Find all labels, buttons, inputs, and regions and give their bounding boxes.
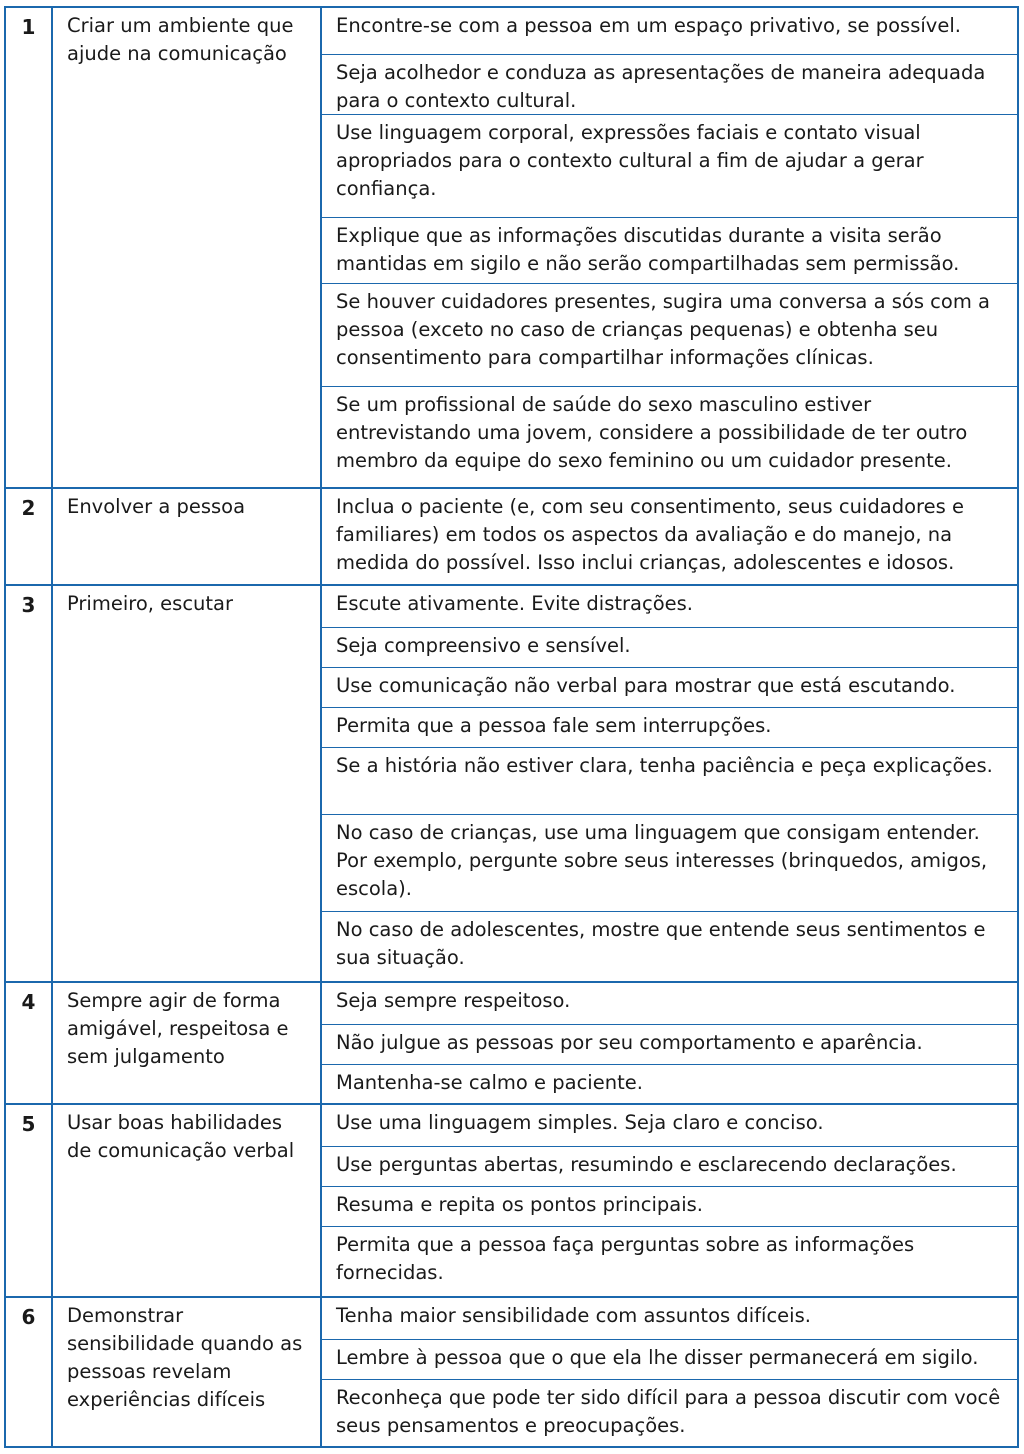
section-number: 4: [6, 983, 53, 1103]
guideline-item: Não julgue as pessoas por seu comportamento e aparência.: [322, 1024, 1017, 1064]
section-2: [6, 487, 1017, 584]
guideline-item: Use linguagem corporal, expressões faciais e contato visual apropriados para o contexto cultural a fim de ajudar a gerar confiança.: [322, 114, 1017, 217]
guideline-item: No caso de crianças, use uma linguagem que consigam entender. Por exemplo, pergunte sobre seus interesses (brinquedos, amigos, escola).: [322, 814, 1017, 911]
section-title: Demonstrar sensibilidade quando as pessoas revelam experiências difíceis: [53, 1298, 322, 1448]
guideline-item: Inclua o paciente (e, com seu consentimento, seus cuidadores e familiares) em todos os aspectos da avaliação e do manejo, na medida do possível. Isso inclui crianças, adolescentes e idosos.: [336, 495, 964, 574]
guideline-item: Use perguntas abertas, resumindo e esclarecendo declarações.: [322, 1146, 1017, 1186]
guideline-item: No caso de adolescentes, mostre que entende seus sentimentos e sua situação.: [322, 911, 1017, 983]
guideline-item: Seja compreensivo e sensível.: [322, 627, 1017, 667]
guideline-item: Permita que a pessoa fale sem interrupções.: [322, 707, 1017, 747]
section-number: 6: [6, 1298, 53, 1448]
guideline-item: Use uma linguagem simples. Seja claro e conciso.: [336, 1111, 824, 1134]
guideline-item: Permita que a pessoa faça perguntas sobre as informações fornecidas.: [322, 1226, 1017, 1298]
guideline-item: Explique que as informações discutidas durante a visita serão mantidas em sigilo e não serão compartilhadas sem permissão.: [322, 217, 1017, 283]
guideline-item: Encontre-se com a pessoa em um espaço privativo, se possível.: [336, 14, 961, 37]
section-3: [6, 584, 1017, 981]
guideline-item: Se a história não estiver clara, tenha paciência e peça explicações.: [322, 747, 1017, 814]
section-1: [6, 8, 1017, 487]
guideline-item: Escute ativamente. Evite distrações.: [336, 592, 693, 615]
section-title: Criar um ambiente que ajude na comunicação: [53, 8, 322, 487]
section-number: 3: [6, 586, 53, 981]
guideline-item: Seja acolhedor e conduza as apresentações de maneira adequada para o contexto cultural.: [322, 54, 1017, 114]
guideline-item: Resuma e repita os pontos principais.: [322, 1186, 1017, 1226]
section-6: [6, 1296, 1017, 1448]
section-number: 5: [6, 1105, 53, 1296]
guideline-item: Tenha maior sensibilidade com assuntos difíceis.: [336, 1304, 811, 1327]
guideline-item: Seja sempre respeitoso.: [336, 989, 571, 1012]
guideline-item: Use comunicação não verbal para mostrar que está escutando.: [322, 667, 1017, 707]
guideline-item: Se um profissional de saúde do sexo masculino estiver entrevistando uma jovem, considere a possibilidade de ter outro membro da equipe do sexo feminino ou um cuidador presente.: [322, 386, 1017, 487]
guideline-item: Lembre à pessoa que o que ela lhe disser permanecerá em sigilo.: [322, 1339, 1017, 1379]
section-number: 1: [6, 8, 53, 487]
section-5: [6, 1103, 1017, 1296]
communication-guidelines-table: [4, 6, 1019, 1448]
guideline-item: Reconheça que pode ter sido difícil para a pessoa discutir com você seus pensamentos e preocupações.: [322, 1379, 1017, 1450]
section-title: Primeiro, escutar: [53, 586, 322, 981]
section-title: Sempre agir de forma amigável, respeitosa e sem julgamento: [53, 983, 322, 1103]
guideline-item: Se houver cuidadores presentes, sugira uma conversa a sós com a pessoa (exceto no caso de crianças pequenas) e obtenha seu consentimento para compartilhar informações clínicas.: [322, 283, 1017, 386]
guideline-item: Mantenha-se calmo e paciente.: [322, 1064, 1017, 1105]
section-title: Envolver a pessoa: [53, 489, 322, 584]
section-title: Usar boas habilidades de comunicação verbal: [53, 1105, 322, 1296]
section-number: 2: [6, 489, 53, 584]
section-4: [6, 981, 1017, 1103]
